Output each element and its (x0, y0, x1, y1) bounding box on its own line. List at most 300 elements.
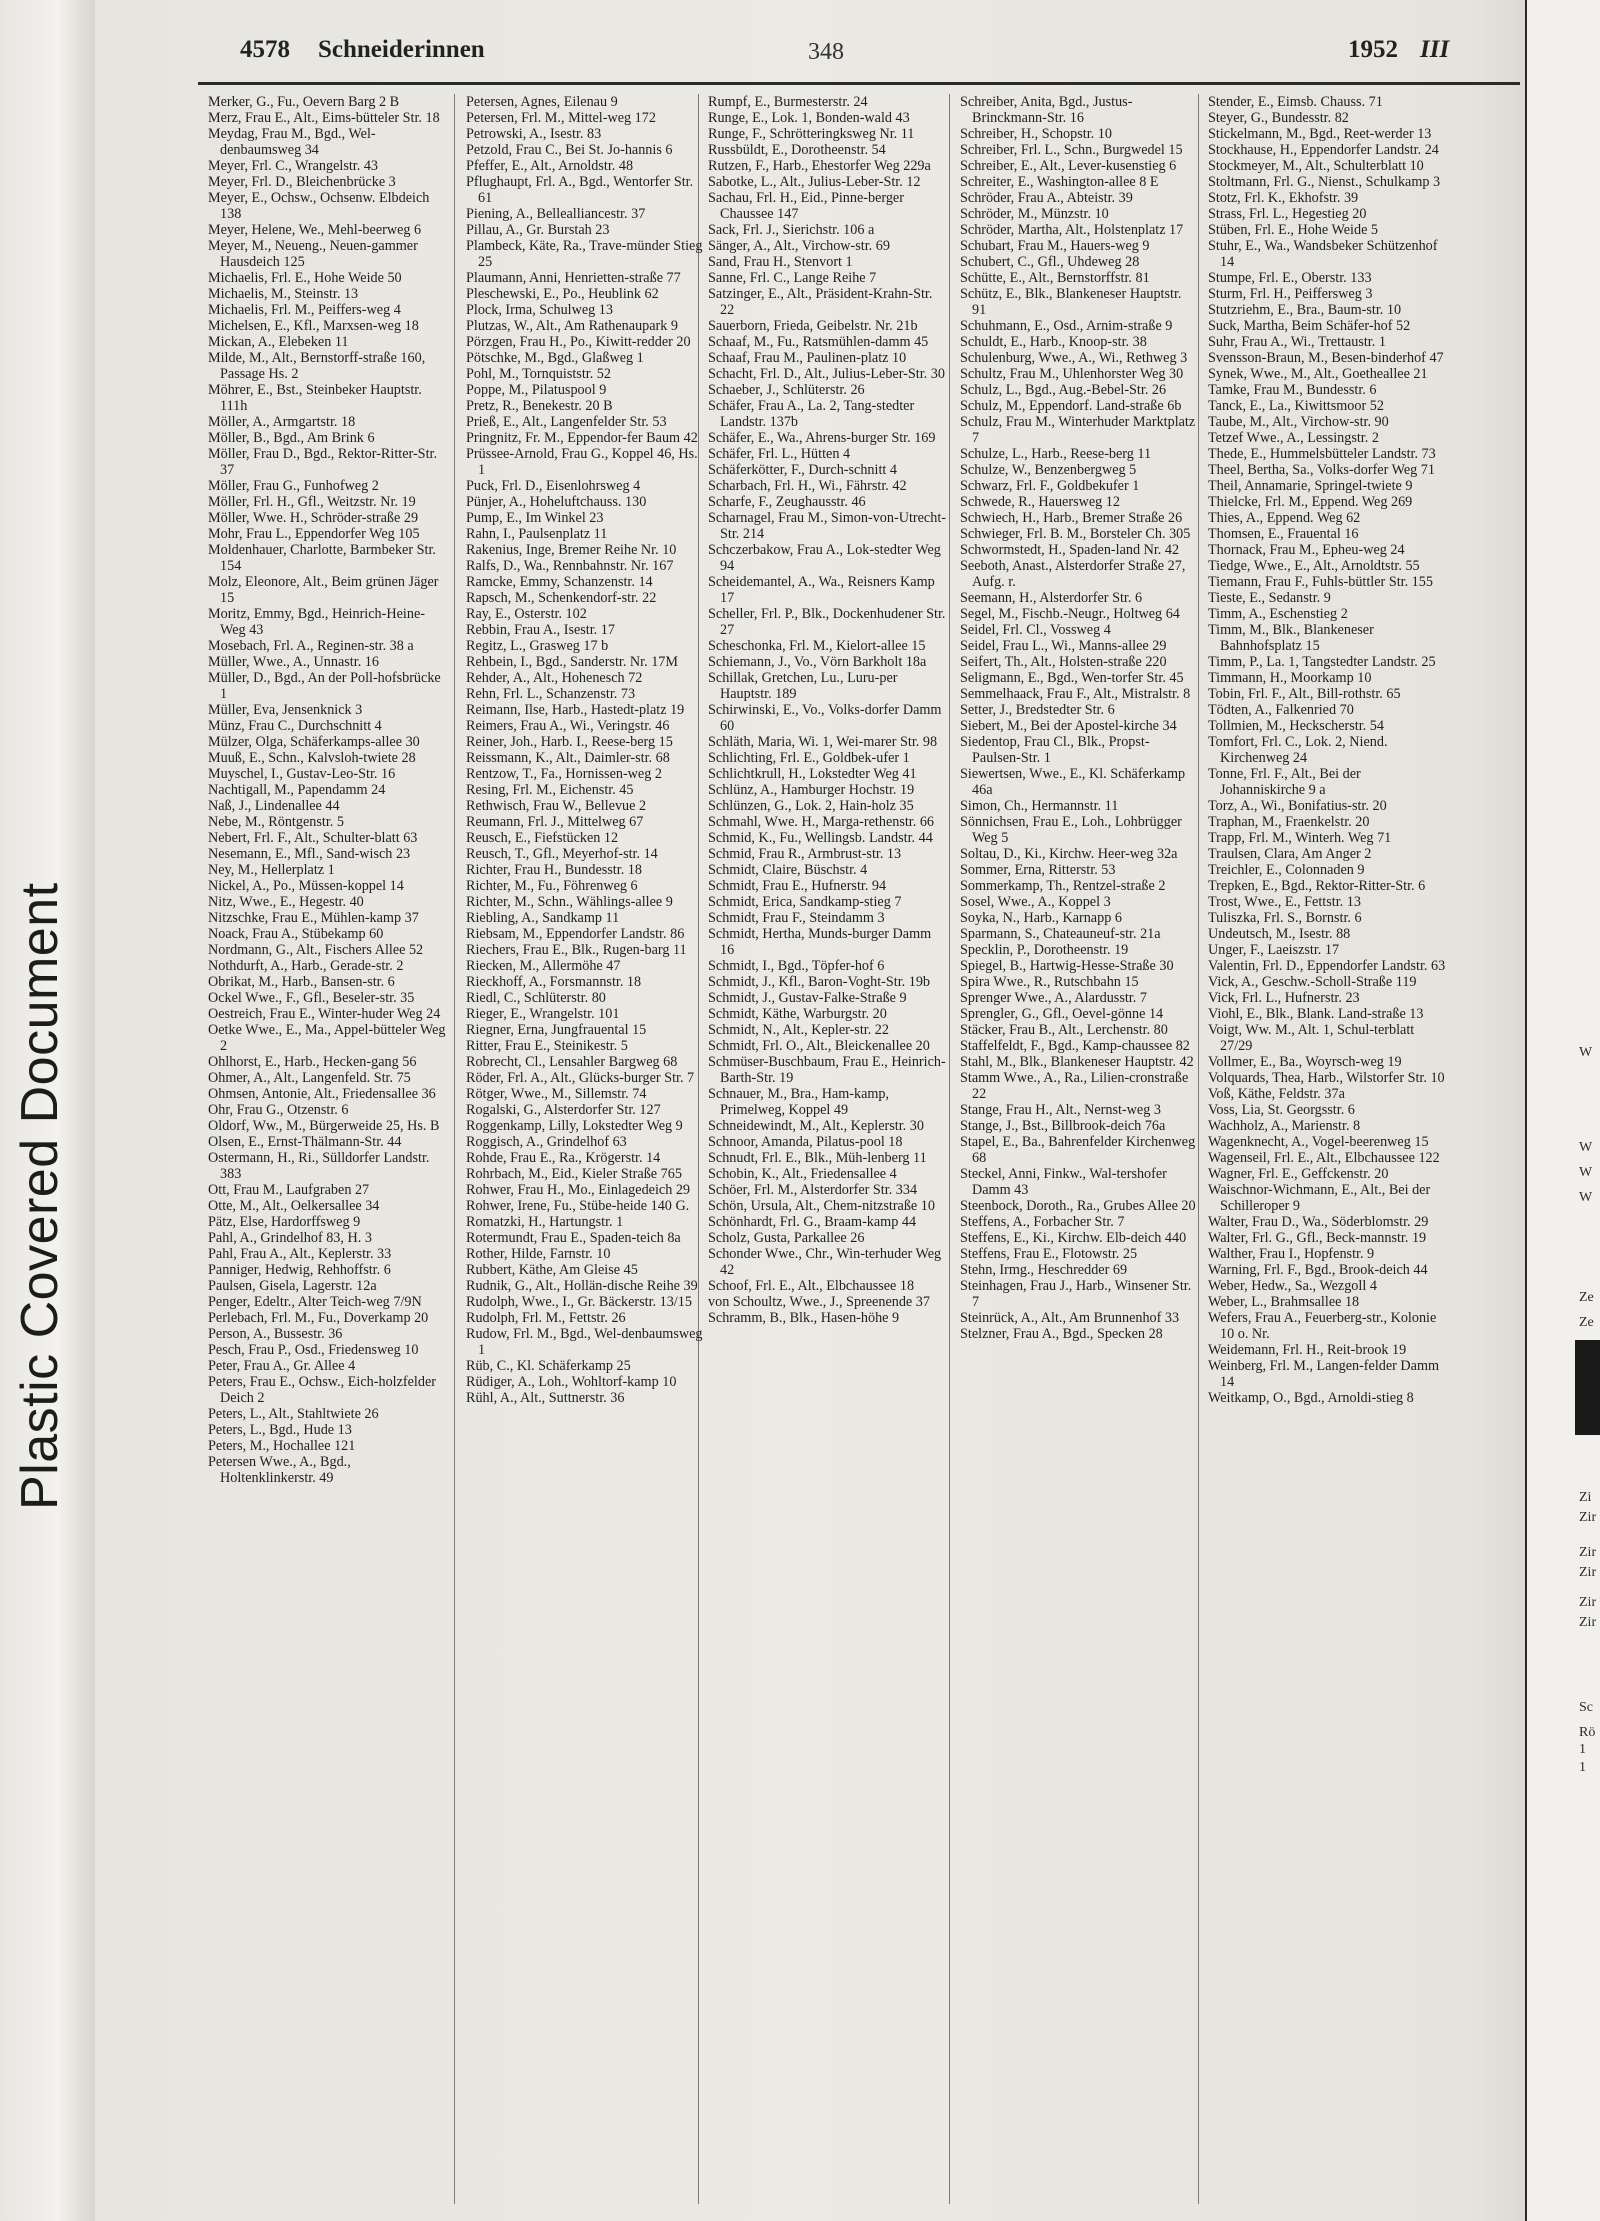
directory-entry: Schubart, Frau M., Hauers-weg 9 (960, 238, 1150, 254)
page-header (198, 22, 1520, 85)
directory-entry: Stockhause, H., Eppendorfer Landstr. 24 (1208, 142, 1439, 158)
directory-entry: Schwarz, Frl. F., Goldbekufer 1 (960, 478, 1140, 494)
directory-entry: Scheschonka, Frl. M., Kielort-allee 15 (708, 638, 926, 654)
directory-entry: Suck, Martha, Beim Schäfer-hof 52 (1208, 318, 1411, 334)
directory-entry: Sauerborn, Frieda, Geibelstr. Nr. 21b (708, 318, 918, 334)
directory-entry: Pfeffer, E., Alt., Arnoldstr. 48 (466, 158, 634, 174)
directory-entry: Ohmer, A., Alt., Langenfeld. Str. 75 (208, 1070, 411, 1086)
directory-entry: Schöer, Frl. M., Alsterdorfer Str. 334 (708, 1182, 918, 1198)
directory-entry: Riedl, C., Schlüterstr. 80 (466, 990, 606, 1006)
column-4 (960, 94, 1198, 1342)
directory-entry: Wagenknecht, A., Vogel-beerenweg 15 (1208, 1134, 1429, 1150)
directory-entry: Müller, Wwe., A., Unnastr. 16 (208, 654, 379, 670)
directory-entry: Möller, Frl. H., Gfl., Weitzstr. Nr. 19 (208, 494, 416, 510)
directory-entry: Stender, E., Eimsb. Chauss. 71 (1208, 94, 1383, 110)
directory-entry: Michaelis, Frl. M., Peiffers-weg 4 (208, 302, 401, 318)
directory-entry: Tomfort, Frl. C., Lok. 2, Niend. Kirchenweg 24 (1208, 734, 1388, 766)
directory-entry: Schlünzen, G., Lok. 2, Hain-holz 35 (708, 798, 914, 814)
directory-entry: Schmidt, J., Kfl., Baron-Voght-Str. 19b (708, 974, 931, 990)
directory-entry: Waischnor-Wichmann, E., Alt., Bei der Schilleroper 9 (1208, 1182, 1431, 1214)
directory-entry: Runge, E., Lok. 1, Bonden-wald 43 (708, 110, 910, 126)
directory-entry: Wagenseil, Frl. E., Alt., Elbchaussee 122 (1208, 1150, 1440, 1166)
directory-entry: Peters, L., Bgd., Hude 13 (208, 1422, 352, 1438)
directory-entry: Merker, G., Fu., Oevern Barg 2 B (208, 94, 400, 110)
directory-entry: Tollmien, M., Heckscherstr. 54 (1208, 718, 1384, 734)
directory-entry: Nitz, Wwe., E., Hegestr. 40 (208, 894, 364, 910)
directory-entry: Pleschewski, E., Po., Heublink 62 (466, 286, 659, 302)
directory-entry: Reissmann, K., Alt., Daimler-str. 68 (466, 750, 670, 766)
directory-entry: Rumpf, E., Burmesterstr. 24 (708, 94, 868, 110)
directory-entry: Rentzow, T., Fa., Hornissen-weg 2 (466, 766, 662, 782)
directory-entry: Schwormstedt, H., Spaden-land Nr. 42 (960, 542, 1180, 558)
directory-entry: Tanck, E., La., Kiwittsmoor 52 (1208, 398, 1384, 414)
directory-entry: Schulz, L., Bgd., Aug.-Bebel-Str. 26 (960, 382, 1167, 398)
directory-entry: Sack, Frl. J., Sierichstr. 106 a (708, 222, 875, 238)
neighbor-text-fragment: Zir (1579, 1595, 1597, 1610)
directory-entry: Thomsen, E., Frauental 16 (1208, 526, 1359, 542)
directory-entry: Rüb, C., Kl. Schäferkamp 25 (466, 1358, 631, 1374)
directory-entry: Trost, Wwe., E., Fettstr. 13 (1208, 894, 1361, 910)
directory-entry: Scharnagel, Frau M., Simon-von-Utrecht-Str. 214 (708, 510, 946, 542)
directory-entry: Stamm Wwe., A., Ra., Lilien-cronstraße 22 (960, 1070, 1189, 1102)
directory-entry: Siebert, M., Bei der Apostel-kirche 34 (960, 718, 1177, 734)
directory-entry: Schütz, E., Blk., Blankeneser Hauptstr. 91 (960, 286, 1182, 318)
directory-entry: Runge, F., Schrötteringksweg Nr. 11 (708, 126, 915, 142)
directory-entry: Paulsen, Gisela, Lagerstr. 12a (208, 1278, 377, 1294)
column-3 (708, 94, 946, 1326)
directory-entry: Siedentop, Frau Cl., Blk., Propst-Paulsen-Str. 1 (960, 734, 1150, 766)
neighbor-text-fragment: Sc (1579, 1700, 1593, 1715)
directory-entry: Schmidt, Frau E., Hufnerstr. 94 (708, 878, 887, 894)
directory-entry: Rehder, A., Alt., Hohenesch 72 (466, 670, 643, 686)
directory-entry: Russbüldt, E., Dorotheenstr. 54 (708, 142, 886, 158)
directory-entry: Petersen, Frl. M., Mittel-weg 172 (466, 110, 656, 126)
directory-entry: Weber, L., Brahmsallee 18 (1208, 1294, 1360, 1310)
directory-entry: Pillau, A., Gr. Burstah 23 (466, 222, 610, 238)
directory-entry: Schulenburg, Wwe., A., Wi., Rethweg 3 (960, 350, 1188, 366)
directory-entry: von Schoultz, Wwe., J., Spreenende 37 (708, 1294, 930, 1310)
directory-entry: Scharfe, F., Zeughausstr. 46 (708, 494, 866, 510)
directory-entry: Schäfer, Frau A., La. 2, Tang-stedter Landstr. 137b (708, 398, 915, 430)
directory-entry: Meyer, M., Neueng., Neuen-gammer Hausdeich 125 (208, 238, 418, 270)
directory-entry: Puck, Frl. D., Eisenlohrsweg 4 (466, 478, 641, 494)
directory-entry: Peters, L., Alt., Stahltwiete 26 (208, 1406, 379, 1422)
directory-entry: Synek, Wwe., M., Alt., Goetheallee 21 (1208, 366, 1428, 382)
directory-entry: Warning, Frl. F., Bgd., Brook-deich 44 (1208, 1262, 1428, 1278)
directory-entry: Wachholz, A., Marienstr. 8 (1208, 1118, 1361, 1134)
directory-entry: Tieste, E., Sedanstr. 9 (1208, 590, 1331, 606)
directory-entry: Richter, M., Fu., Föhrenweg 6 (466, 878, 638, 894)
directory-entry: Tobin, Frl. F., Alt., Bill-rothstr. 65 (1208, 686, 1401, 702)
directory-entry: Sommerkamp, Th., Rentzel-straße 2 (960, 878, 1166, 894)
neighbor-text-fragment: Zir (1579, 1615, 1597, 1630)
directory-entry: Schnudt, Frl. E., Blk., Müh-lenberg 11 (708, 1150, 927, 1166)
directory-entry: Timmann, H., Moorkamp 10 (1208, 670, 1372, 686)
neighbor-page-edge (1525, 0, 1600, 2221)
directory-entry: Pörzgen, Frau H., Po., Kiwitt-redder 20 (466, 334, 691, 350)
directory-entry: Steinrück, A., Alt., Am Brunnenhof 33 (960, 1310, 1180, 1326)
neighbor-text-fragment: 1 (1579, 1760, 1586, 1775)
directory-entry: Theel, Bertha, Sa., Volks-dorfer Weg 71 (1208, 462, 1435, 478)
directory-entry: Schröder, M., Münzstr. 10 (960, 206, 1109, 222)
directory-entry: Möller, Frau D., Bgd., Rektor-Ritter-Str. 37 (208, 446, 437, 478)
directory-entry: Schwieger, Frl. B. M., Borsteler Ch. 305 (960, 526, 1191, 542)
directory-entry: Schmidt, I., Bgd., Töpfer-hof 6 (708, 958, 885, 974)
directory-entry: Svensson-Braun, M., Besen-binderhof 47 (1208, 350, 1444, 366)
directory-entry: Reimers, Frau A., Wi., Veringstr. 46 (466, 718, 670, 734)
directory-entry: Pünjer, A., Hoheluftchauss. 130 (466, 494, 647, 510)
directory-entry: Pringnitz, Fr. M., Eppendor-fer Baum 42 (466, 430, 698, 446)
directory-entry: Petersen, Agnes, Eilenau 9 (466, 94, 618, 110)
directory-entry: Meyer, Frl. C., Wrangelstr. 43 (208, 158, 379, 174)
directory-entry: Meyer, Helene, We., Mehl-beerweg 6 (208, 222, 422, 238)
directory-entry: Schäferkötter, F., Durch-schnitt 4 (708, 462, 897, 478)
directory-entry: Rakenius, Inge, Bremer Reihe Nr. 10 (466, 542, 677, 558)
directory-entry: Vollmer, E., Ba., Woyrsch-weg 19 (1208, 1054, 1402, 1070)
directory-entry: Pahl, Frau A., Alt., Keplerstr. 33 (208, 1246, 392, 1262)
neighbor-text-fragment: Rö (1579, 1725, 1596, 1740)
directory-entry: Rotermundt, Frau E., Spaden-teich 8a (466, 1230, 681, 1246)
directory-entry: Sprengler, G., Gfl., Oevel-gönne 14 (960, 1006, 1164, 1022)
directory-entry: Schubert, C., Gfl., Uhdeweg 28 (960, 254, 1140, 270)
directory-entry: Nebert, Frl. F., Alt., Schulter-blatt 63 (208, 830, 418, 846)
directory-entry: Obrikat, M., Harb., Bansen-str. 6 (208, 974, 395, 990)
column-2 (466, 94, 704, 1406)
neighbor-text-fragment: 1 (1579, 1742, 1586, 1757)
directory-entry: Rahn, I., Paulsenplatz 11 (466, 526, 608, 542)
directory-entry: Schuhmann, E., Osd., Arnim-straße 9 (960, 318, 1173, 334)
directory-entry: Thede, E., Hummelsbütteler Landstr. 73 (1208, 446, 1436, 462)
directory-entry: Müller, D., Bgd., An der Poll-hofsbrücke 1 (208, 670, 441, 702)
directory-entry: Schmahl, Wwe. H., Marga-rethenstr. 66 (708, 814, 935, 830)
neighbor-text-fragment: Zir (1579, 1565, 1597, 1580)
neighbor-text-fragment: Zir (1579, 1545, 1597, 1560)
directory-entry: Olsen, E., Ernst-Thälmann-Str. 44 (208, 1134, 402, 1150)
directory-entry: Stahl, M., Blk., Blankeneser Hauptstr. 42 (960, 1054, 1194, 1070)
directory-entry: Mickan, A., Elebeken 11 (208, 334, 349, 350)
directory-entry: Riebsam, M., Eppendorfer Landstr. 86 (466, 926, 685, 942)
directory-entry: Tonne, Frl. F., Alt., Bei der Johanniskirche 9 a (1208, 766, 1361, 798)
directory-entry: Oetke Wwe., E., Ma., Appel-bütteler Weg 2 (208, 1022, 446, 1054)
directory-entry: Möller, Wwe. H., Schröder-straße 29 (208, 510, 419, 526)
directory-entry: Stehn, Irmg., Heschredder 69 (960, 1262, 1128, 1278)
directory-entry: Schröder, Martha, Alt., Holstenplatz 17 (960, 222, 1184, 238)
header-volume: III (1420, 36, 1450, 63)
directory-entry: Müller, Eva, Jensenknick 3 (208, 702, 363, 718)
directory-entry: Reusch, E., Fiefstücken 12 (466, 830, 619, 846)
directory-entry: Möller, A., Armgartstr. 18 (208, 414, 356, 430)
directory-entry: Torz, A., Wi., Bonifatius-str. 20 (1208, 798, 1387, 814)
directory-entry: Möller, Frau G., Funhofweg 2 (208, 478, 379, 494)
directory-entry: Schulze, W., Benzenbergweg 5 (960, 462, 1137, 478)
directory-entry: Stoltmann, Frl. G., Nienst., Schulkamp 3 (1208, 174, 1441, 190)
directory-entry: Voß, Käthe, Feldstr. 37a (1208, 1086, 1345, 1102)
directory-entry: Meyer, Frl. D., Bleichenbrücke 3 (208, 174, 396, 190)
directory-entry: Seifert, Th., Alt., Holsten-straße 220 (960, 654, 1167, 670)
directory-entry: Theil, Annamarie, Springel-twiete 9 (1208, 478, 1413, 494)
directory-page (198, 22, 1520, 2212)
directory-entry: Wefers, Frau A., Feuerberg-str., Kolonie 10 o. Nr. (1208, 1310, 1437, 1342)
directory-entry: Schirwinski, E., Vo., Volks-dorfer Damm 60 (708, 702, 942, 734)
neighbor-text-fragment: W (1579, 1045, 1593, 1060)
directory-entry: Rötger, Wwe., M., Sillemstr. 74 (466, 1086, 647, 1102)
directory-entry: Valentin, Frl. D., Eppendorfer Landstr. 63 (1208, 958, 1446, 974)
directory-entry: Tödten, A., Falkenried 70 (1208, 702, 1354, 718)
directory-entry: Schläth, Maria, Wi. 1, Wei-marer Str. 98 (708, 734, 938, 750)
directory-entry: Resing, Frl. M., Eichenstr. 45 (466, 782, 634, 798)
directory-entry: Otte, M., Alt., Oelkersallee 34 (208, 1198, 380, 1214)
directory-entry: Schnauer, M., Bra., Ham-kamp, Primelweg, Koppel 49 (708, 1086, 890, 1118)
directory-entry: Nebe, M., Röntgenstr. 5 (208, 814, 344, 830)
directory-entry: Ney, M., Hellerplatz 1 (208, 862, 335, 878)
directory-entry: Timm, A., Eschenstieg 2 (1208, 606, 1348, 622)
directory-entry: Semmelhaack, Frau F., Alt., Mistralstr. 8 (960, 686, 1191, 702)
directory-entry: Schmid, Frau R., Armbrust-str. 13 (708, 846, 902, 862)
directory-entry: Sabotke, L., Alt., Julius-Leber-Str. 12 (708, 174, 921, 190)
directory-entry: Siewertsen, Wwe., E., Kl. Schäferkamp 46a (960, 766, 1186, 798)
directory-entry: Schramm, B., Blk., Hasen-höhe 9 (708, 1310, 900, 1326)
directory-entry: Schmidt, Käthe, Warburgstr. 20 (708, 1006, 887, 1022)
directory-entry: Rethwisch, Frau W., Bellevue 2 (466, 798, 647, 814)
directory-entry: Rudolph, Frl. M., Fettstr. 26 (466, 1310, 626, 1326)
directory-entry: Penger, Edeltr., Alter Teich-weg 7/9N (208, 1294, 422, 1310)
directory-entry: Schwiech, H., Harb., Bremer Straße 26 (960, 510, 1183, 526)
directory-entry: Rehn, Frl. L., Schanzenstr. 73 (466, 686, 636, 702)
directory-entry: Ohmsen, Antonie, Alt., Friedensallee 36 (208, 1086, 436, 1102)
directory-entry: Spiegel, B., Hartwig-Hesse-Straße 30 (960, 958, 1174, 974)
directory-entry: Pötschke, M., Bgd., Glaßweg 1 (466, 350, 644, 366)
directory-entry: Rohwer, Frau H., Mo., Einlagedeich 29 (466, 1182, 691, 1198)
column-divider (1198, 94, 1199, 2204)
directory-entry: Schmidt, Frau F., Steindamm 3 (708, 910, 885, 926)
directory-entry: Schacht, Frl. D., Alt., Julius-Leber-Str. 30 (708, 366, 945, 382)
directory-entry: Steenbock, Doroth., Ra., Grubes Allee 20 (960, 1198, 1196, 1214)
directory-entry: Regitz, L., Grasweg 17 b (466, 638, 609, 654)
directory-entry: Röder, Frl. A., Alt., Glücks-burger Str. 7 (466, 1070, 695, 1086)
directory-entry: Stange, J., Bst., Billbrook-deich 76a (960, 1118, 1166, 1134)
directory-entry: Sand, Frau H., Stenvort 1 (708, 254, 853, 270)
directory-entry: Schmidt, J., Gustav-Falke-Straße 9 (708, 990, 907, 1006)
directory-entry: Vick, Frl. L., Hufnerstr. 23 (1208, 990, 1360, 1006)
directory-entry: Nothdurft, A., Harb., Gerade-str. 2 (208, 958, 404, 974)
directory-entry: Roggenkamp, Lilly, Lokstedter Weg 9 (466, 1118, 683, 1134)
directory-entry: Sprenger Wwe., A., Alardusstr. 7 (960, 990, 1147, 1006)
directory-entry: Schreiter, E., Washington-allee 8 E (960, 174, 1159, 190)
directory-entry: Rother, Hilde, Farnstr. 10 (466, 1246, 611, 1262)
neighbor-black-bar (1575, 1340, 1600, 1435)
directory-entry: Riechers, Frau E., Blk., Rugen-barg 11 (466, 942, 687, 958)
directory-entry: Rubbert, Käthe, Am Gleise 45 (466, 1262, 638, 1278)
directory-entry: Rieger, E., Wrangelstr. 101 (466, 1006, 620, 1022)
directory-entry: Viohl, E., Blk., Blank. Land-straße 13 (1208, 1006, 1424, 1022)
header-title: Schneiderinnen (318, 36, 485, 63)
directory-entry: Schreiber, Anita, Bgd., Justus-Brinckmann-Str. 16 (960, 94, 1133, 126)
column-divider (454, 94, 455, 2204)
directory-entry: Peters, M., Hochallee 121 (208, 1438, 356, 1454)
directory-entry: Schuldt, E., Harb., Knoop-str. 38 (960, 334, 1147, 350)
directory-entry: Steffens, A., Forbacher Str. 7 (960, 1214, 1125, 1230)
directory-entry: Romatzki, H., Hartungstr. 1 (466, 1214, 624, 1230)
directory-entry: Muyschel, I., Gustav-Leo-Str. 16 (208, 766, 396, 782)
header-year: 1952 (1348, 36, 1398, 63)
neighbor-text-fragment: Ze (1579, 1315, 1594, 1330)
neighbor-text-fragment: Zi (1579, 1490, 1592, 1505)
directory-entry: Rudolph, Wwe., I., Gr. Bäckerstr. 13/15 (466, 1294, 692, 1310)
directory-entry: Thies, A., Eppend. Weg 62 (1208, 510, 1361, 526)
directory-entry: Walter, Frl. G., Gfl., Beck-mannstr. 19 (1208, 1230, 1427, 1246)
directory-entry: Staffelfeldt, F., Bgd., Kamp-chaussee 82 (960, 1038, 1190, 1054)
directory-entry: Setter, J., Bredstedter Str. 6 (960, 702, 1115, 718)
directory-entry: Scheller, Frl. P., Blk., Dockenhudener Str. 27 (708, 606, 946, 638)
directory-entry: Rühl, A., Alt., Suttnerstr. 36 (466, 1390, 625, 1406)
directory-entry: Mosebach, Frl. A., Reginen-str. 38 a (208, 638, 414, 654)
directory-entry: Thornack, Frau M., Epheu-weg 24 (1208, 542, 1405, 558)
directory-entry: Rieckhoff, A., Forsmannstr. 18 (466, 974, 642, 990)
directory-entry: Tiedge, Wwe., E., Alt., Arnoldtstr. 55 (1208, 558, 1420, 574)
directory-entry: Plambeck, Käte, Ra., Trave-münder Stieg 25 (466, 238, 703, 270)
directory-entry: Nordmann, G., Alt., Fischers Allee 52 (208, 942, 424, 958)
directory-entry: Schiemann, J., Vo., Vörn Barkholt 18a (708, 654, 927, 670)
directory-entry: Michelsen, E., Kfl., Marxsen-weg 18 (208, 318, 419, 334)
directory-entry: Stäcker, Frau B., Alt., Lerchenstr. 80 (960, 1022, 1168, 1038)
directory-entry: Tamke, Frau M., Bundesstr. 6 (1208, 382, 1377, 398)
directory-entry: Pump, E., Im Winkel 23 (466, 510, 604, 526)
directory-entry: Ohr, Frau G., Otzenstr. 6 (208, 1102, 349, 1118)
directory-entry: Reiner, Joh., Harb. I., Reese-berg 15 (466, 734, 673, 750)
directory-entry: Stutzriehm, E., Bra., Baum-str. 10 (1208, 302, 1402, 318)
directory-entry: Ockel Wwe., F., Gfl., Beseler-str. 35 (208, 990, 415, 1006)
directory-entry: Schmidt, Frl. O., Alt., Bleickenallee 20 (708, 1038, 930, 1054)
directory-entry: Schwede, R., Hauersweg 12 (960, 494, 1120, 510)
neighbor-text-fragment: W (1579, 1140, 1593, 1155)
directory-entry: Schulze, L., Harb., Reese-berg 11 (960, 446, 1152, 462)
directory-entry: Trapp, Frl. M., Winterh. Weg 71 (1208, 830, 1392, 846)
directory-entry: Schmüser-Buschbaum, Frau E., Heinrich-Barth-Str. 19 (708, 1054, 946, 1086)
directory-entry: Rutzen, F., Harb., Ehestorfer Weg 229a (708, 158, 931, 174)
directory-entry: Sparmann, S., Chateauneuf-str. 21a (960, 926, 1161, 942)
directory-entry: Petzold, Frau C., Bei St. Jo-hannis 6 (466, 142, 673, 158)
page-number: 348 (808, 39, 844, 65)
directory-entry: Soyka, N., Harb., Karnapp 6 (960, 910, 1122, 926)
directory-entry: Möhrer, E., Bst., Steinbeker Hauptstr. 111h (208, 382, 422, 414)
directory-entry: Voigt, Ww. M., Alt. 1, Schul-terblatt 27/29 (1208, 1022, 1415, 1054)
directory-entry: Strass, Frl. L., Hegestieg 20 (1208, 206, 1367, 222)
directory-entry: Scheidemantel, A., Wa., Reisners Kamp 17 (708, 574, 935, 606)
neighbor-text-fragment: Ze (1579, 1290, 1594, 1305)
directory-entry: Scholz, Gusta, Parkallee 26 (708, 1230, 865, 1246)
directory-entry: Timm, P., La. 1, Tangstedter Landstr. 25 (1208, 654, 1436, 670)
directory-entry: Schobin, K., Alt., Friedensallee 4 (708, 1166, 897, 1182)
directory-entry: Piening, A., Bellealliancestr. 37 (466, 206, 646, 222)
directory-entry: Nickel, A., Po., Müssen-koppel 14 (208, 878, 404, 894)
directory-entry: Soltau, D., Ki., Kirchw. Heer-weg 32a (960, 846, 1178, 862)
directory-entry: Schoof, Frl. E., Alt., Elbchaussee 18 (708, 1278, 915, 1294)
directory-entry: Stumpe, Frl. E., Oberstr. 133 (1208, 270, 1372, 286)
directory-entry: Seligmann, E., Bgd., Wen-torfer Str. 45 (960, 670, 1184, 686)
directory-entry: Volquards, Thea, Harb., Wilstorfer Str. 10 (1208, 1070, 1445, 1086)
directory-entry: Richter, Frau H., Bundesstr. 18 (466, 862, 642, 878)
directory-entry: Schulz, M., Eppendorf. Land-straße 6b (960, 398, 1182, 414)
directory-entry: Weidemann, Frl. H., Reit-brook 19 (1208, 1342, 1407, 1358)
directory-entry: Wagner, Frl. E., Geffckenstr. 20 (1208, 1166, 1389, 1182)
directory-entry: Steckel, Anni, Finkw., Wal-tershofer Damm 43 (960, 1166, 1167, 1198)
directory-entry: Pätz, Else, Hardorffsweg 9 (208, 1214, 361, 1230)
directory-entry: Rudow, Frl. M., Bgd., Wel-denbaumsweg 1 (466, 1326, 703, 1358)
directory-entry: Schmidt, Hertha, Munds-burger Damm 16 (708, 926, 932, 958)
directory-entry: Sönnichsen, Frau E., Loh., Lohbrügger Weg 5 (960, 814, 1182, 846)
directory-entry: Schlünz, A., Hamburger Hochstr. 19 (708, 782, 915, 798)
directory-entry: Rohde, Frau E., Ra., Krögerstr. 14 (466, 1150, 661, 1166)
directory-entry: Stockmeyer, M., Alt., Schulterblatt 10 (1208, 158, 1424, 174)
directory-entry: Treichler, E., Colonnaden 9 (1208, 862, 1365, 878)
directory-entry: Petersen Wwe., A., Bgd., Holtenklinkerstr. 49 (208, 1454, 351, 1486)
directory-entry: Schillak, Gretchen, Lu., Luru-per Hauptstr. 189 (708, 670, 898, 702)
directory-entry: Ritter, Frau E., Steinikestr. 5 (466, 1038, 628, 1054)
directory-entry: Panniger, Hedwig, Rehhoffstr. 6 (208, 1262, 391, 1278)
directory-entry: Michaelis, M., Steinstr. 13 (208, 286, 359, 302)
directory-entry: Michaelis, Frl. E., Hohe Weide 50 (208, 270, 402, 286)
directory-entry: Steinhagen, Frau J., Harb., Winsener Str. 7 (960, 1278, 1192, 1310)
directory-entry: Naß, J., Lindenallee 44 (208, 798, 340, 814)
directory-entry: Schaeber, J., Schlüterstr. 26 (708, 382, 865, 398)
directory-entry: Schreiber, Frl. L., Schn., Burgwedel 15 (960, 142, 1183, 158)
directory-entry: Pohl, M., Tornquiststr. 52 (466, 366, 611, 382)
directory-entry: Schön, Ursula, Alt., Chem-nitzstraße 10 (708, 1198, 935, 1214)
directory-entry: Weber, Hedw., Sa., Wezgoll 4 (1208, 1278, 1377, 1294)
column-divider (949, 94, 950, 2204)
directory-entry: Merz, Frau E., Alt., Eims-bütteler Str. 18 (208, 110, 440, 126)
directory-entry: Schmid, K., Fu., Wellingsb. Landstr. 44 (708, 830, 933, 846)
directory-entry: Ramcke, Emmy, Schanzenstr. 14 (466, 574, 653, 590)
directory-entry: Peter, Frau A., Gr. Allee 4 (208, 1358, 356, 1374)
header-number: 4578 (240, 36, 290, 63)
directory-entry: Prüssee-Arnold, Frau G., Koppel 46, Hs. 1 (466, 446, 698, 478)
neighbor-text-fragment: Zir (1579, 1510, 1597, 1525)
directory-entry: Rudnik, G., Alt., Hollän-dische Reihe 39 (466, 1278, 698, 1294)
directory-entry: Schmidt, Claire, Büschstr. 4 (708, 862, 868, 878)
directory-entry: Pflughaupt, Frl. A., Bgd., Wentorfer Str. 61 (466, 174, 694, 206)
directory-entry: Unger, F., Laeiszstr. 17 (1208, 942, 1340, 958)
directory-entry: Richter, M., Schn., Wählings-allee 9 (466, 894, 673, 910)
directory-entry: Rebbin, Frau A., Isestr. 17 (466, 622, 615, 638)
directory-entry: Vick, A., Geschw.-Scholl-Straße 119 (1208, 974, 1417, 990)
directory-entry: Thielcke, Frl. M., Eppend. Weg 269 (1208, 494, 1413, 510)
directory-entry: Schnoor, Amanda, Pilatus-pool 18 (708, 1134, 903, 1150)
neighbor-text-fragment: W (1579, 1165, 1593, 1180)
directory-entry: Weitkamp, O., Bgd., Arnoldi-stieg 8 (1208, 1390, 1414, 1406)
directory-entry: Suhr, Frau A., Wi., Trettaustr. 1 (1208, 334, 1386, 350)
directory-entry: Meydag, Frau M., Bgd., Wel-denbaumsweg 34 (208, 126, 376, 158)
directory-entry: Steffens, Frau E., Flotowstr. 25 (960, 1246, 1138, 1262)
directory-entry: Schütte, E., Alt., Bernstorffstr. 81 (960, 270, 1150, 286)
directory-entry: Molz, Eleonore, Alt., Beim grünen Jäger 15 (208, 574, 439, 606)
directory-entry: Pahl, A., Grindelhof 83, H. 3 (208, 1230, 372, 1246)
directory-entry: Pesch, Frau P., Osd., Friedensweg 10 (208, 1342, 419, 1358)
directory-entry: Riecken, M., Allermöhe 47 (466, 958, 621, 974)
column-5 (1208, 94, 1446, 1406)
directory-entry: Petrowski, A., Isestr. 83 (466, 126, 602, 142)
directory-entry: Robrecht, Cl., Lensahler Bargweg 68 (466, 1054, 678, 1070)
directory-entry: Ohlhorst, E., Harb., Hecken-gang 56 (208, 1054, 417, 1070)
directory-entry: Plock, Irma, Schulweg 13 (466, 302, 613, 318)
directory-entry: Ott, Frau M., Laufgraben 27 (208, 1182, 370, 1198)
directory-entry: Steyer, G., Bundesstr. 82 (1208, 110, 1349, 126)
directory-entry: Trepken, E., Bgd., Rektor-Ritter-Str. 6 (1208, 878, 1426, 894)
directory-entry: Sanne, Frl. C., Lange Reihe 7 (708, 270, 877, 286)
directory-entry: Person, A., Bussestr. 36 (208, 1326, 343, 1342)
directory-entry: Schmidt, N., Alt., Kepler-str. 22 (708, 1022, 889, 1038)
directory-entry: Mohr, Frau L., Eppendorfer Weg 105 (208, 526, 420, 542)
